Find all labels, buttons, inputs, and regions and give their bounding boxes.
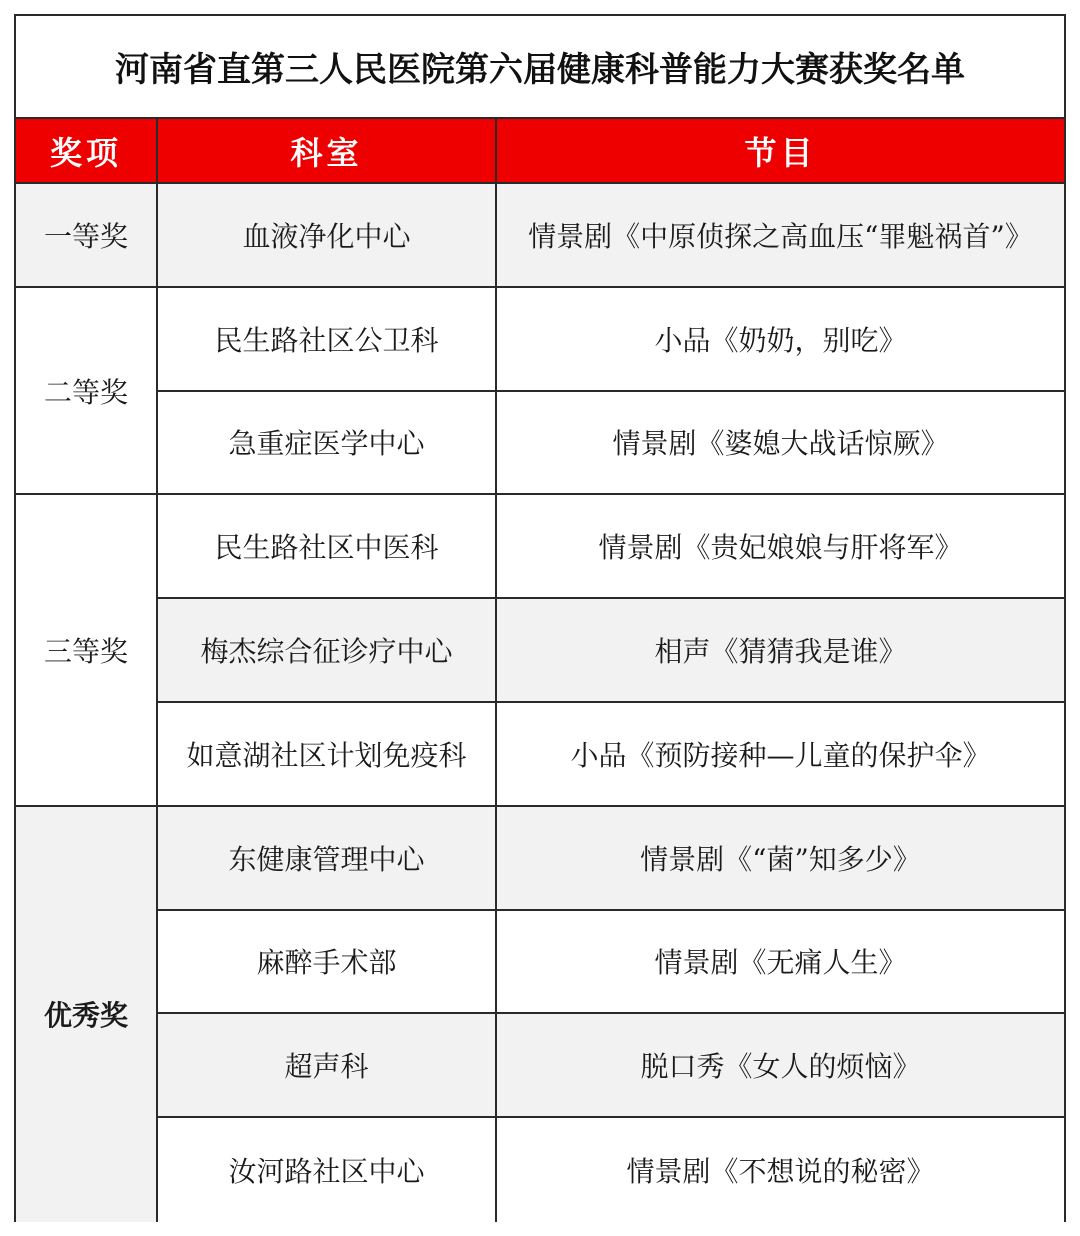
program-cell: 脱口秀《女人的烦恼》: [497, 1014, 1064, 1118]
program-cell: 相声《猜猜我是谁》: [497, 599, 1064, 703]
department-cell: 急重症医学中心: [158, 392, 497, 496]
department-cell: 如意湖社区计划免疫科: [158, 703, 497, 807]
award-list-table: [14, 14, 1066, 1222]
program-cell: 情景剧《婆媳大战话惊厥》: [497, 392, 1064, 496]
department-cell: 汝河路社区中心: [158, 1118, 497, 1222]
header-award: 奖项: [16, 119, 158, 184]
award-cell-first: 一等奖: [16, 184, 158, 288]
page-title: 河南省直第三人民医院第六届健康科普能力大赛获奖名单: [16, 16, 1064, 119]
department-cell: 民生路社区中医科: [158, 495, 497, 599]
program-cell: 情景剧《贵妃娘娘与肝将军》: [497, 495, 1064, 599]
program-cell: 情景剧《“菌”知多少》: [497, 807, 1064, 911]
header-department: 科室: [158, 119, 497, 184]
award-cell-third: 三等奖: [16, 495, 158, 806]
department-cell: 血液净化中心: [158, 184, 497, 288]
department-cell: 梅杰综合征诊疗中心: [158, 599, 497, 703]
program-cell: 情景剧《不想说的秘密》: [497, 1118, 1064, 1222]
department-cell: 东健康管理中心: [158, 807, 497, 911]
program-cell: 小品《预防接种—儿童的保护伞》: [497, 703, 1064, 807]
program-cell: 情景剧《无痛人生》: [497, 911, 1064, 1015]
header-program: 节目: [497, 119, 1064, 184]
award-cell-excellence: 优秀奖: [16, 807, 158, 1222]
department-cell: 超声科: [158, 1014, 497, 1118]
department-cell: 民生路社区公卫科: [158, 288, 497, 392]
award-cell-second: 二等奖: [16, 288, 158, 496]
results-grid: [16, 119, 1064, 1222]
program-cell: 小品《奶奶，别吃》: [497, 288, 1064, 392]
program-cell: 情景剧《中原侦探之高血压“罪魁祸首”》: [497, 184, 1064, 288]
department-cell: 麻醉手术部: [158, 911, 497, 1015]
